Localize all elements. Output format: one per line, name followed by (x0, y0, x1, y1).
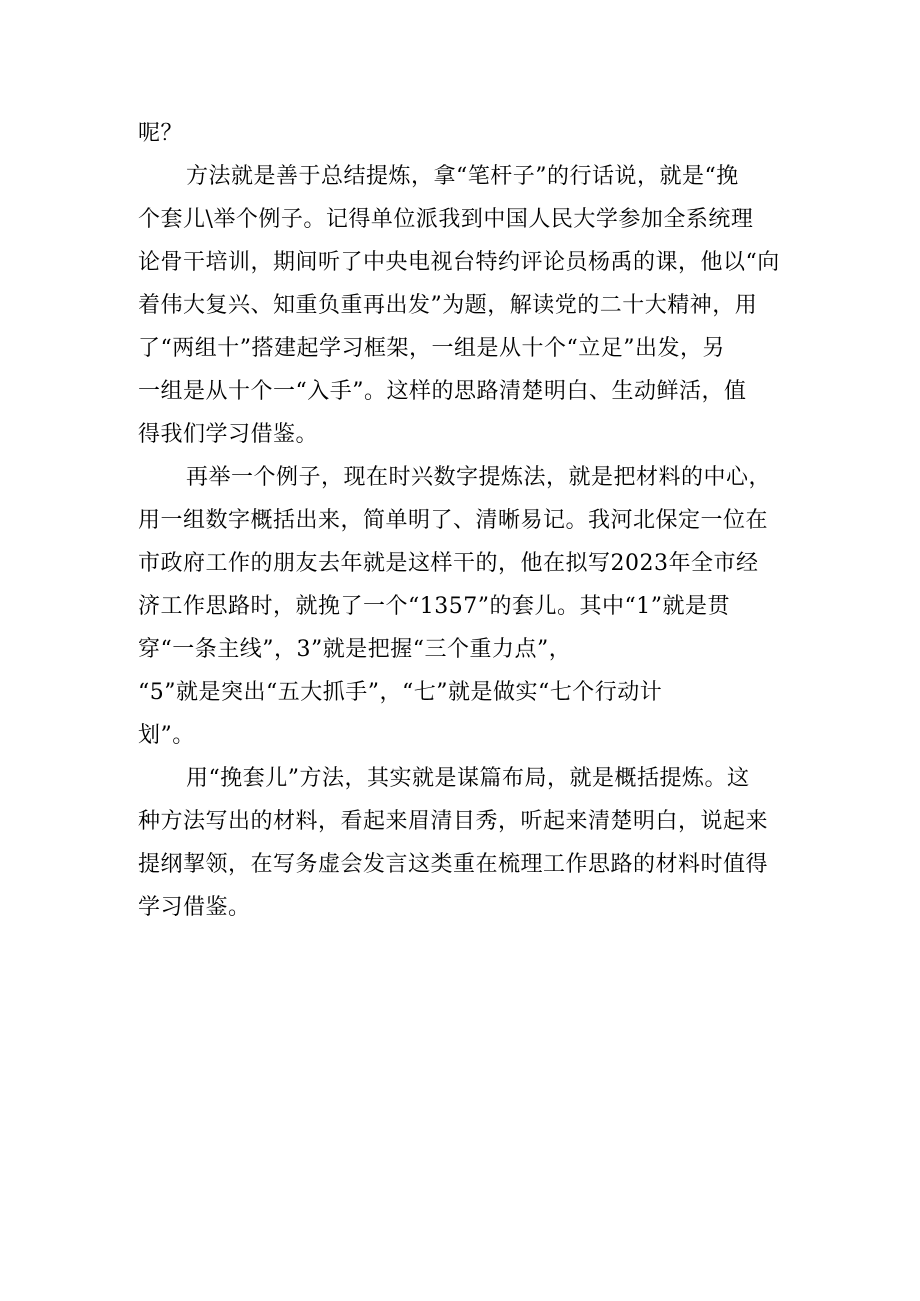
paragraph-first-line: 用“挽套儿”方法，其实就是谋篇布局，就是概括提炼。这 (186, 766, 750, 791)
text-line: 种方法写出的材料，看起来眉清目秀，听起来清楚明白，说起来 (138, 809, 769, 834)
text-line: 呢？ (138, 121, 184, 146)
text-line: 得我们学习借鉴。 (138, 422, 319, 447)
text-line: 论骨干培训，期间听了中央电视台特约评论员杨禹的课，他以“向 (138, 250, 780, 275)
text-line: 学习借鉴。 (138, 895, 251, 920)
text-line: 个套儿\举个例子。记得单位派我到中国人民大学参加全系统理 (138, 207, 754, 232)
text-line: 穿“一条主线”，3”就是把握“三个重力点”， (138, 637, 572, 662)
document-body (138, 112, 788, 929)
text-line: 划”。 (138, 723, 195, 748)
text-line: 济工作思路时，就挽了一个“1357”的套儿。其中“1”就是贯 (138, 594, 730, 619)
text-line: 着伟大复兴、知重负重再出发”为题，解读党的二十大精神，用 (138, 293, 758, 318)
text-line: 提纲挈领，在写务虚会发言这类重在梳理工作思路的材料时值得 (138, 852, 769, 877)
text-line: 市政府工作的朋友去年就是这样干的，他在拟写2023年全市经 (138, 551, 759, 576)
paragraph-first-line: 再举一个例子，现在时兴数字提炼法，就是把材料的中心， (186, 465, 772, 490)
text-line: “5”就是突出“五大抓手”，“七”就是做实“七个行动计 (138, 680, 663, 705)
text-line: 用一组数字概括出来，简单明了、清晰易记。我河北保定一位在 (138, 508, 769, 533)
text-line: 一组是从十个一“入手”。这样的思路清楚明白、生动鲜活，值 (138, 379, 747, 404)
paragraph-first-line: 方法就是善于总结提炼，拿“笔杆子”的行话说，就是“挽 (186, 164, 739, 189)
text-line: 了“两组十”搭建起学习框架，一组是从十个“立足”出发，另 (138, 336, 725, 361)
